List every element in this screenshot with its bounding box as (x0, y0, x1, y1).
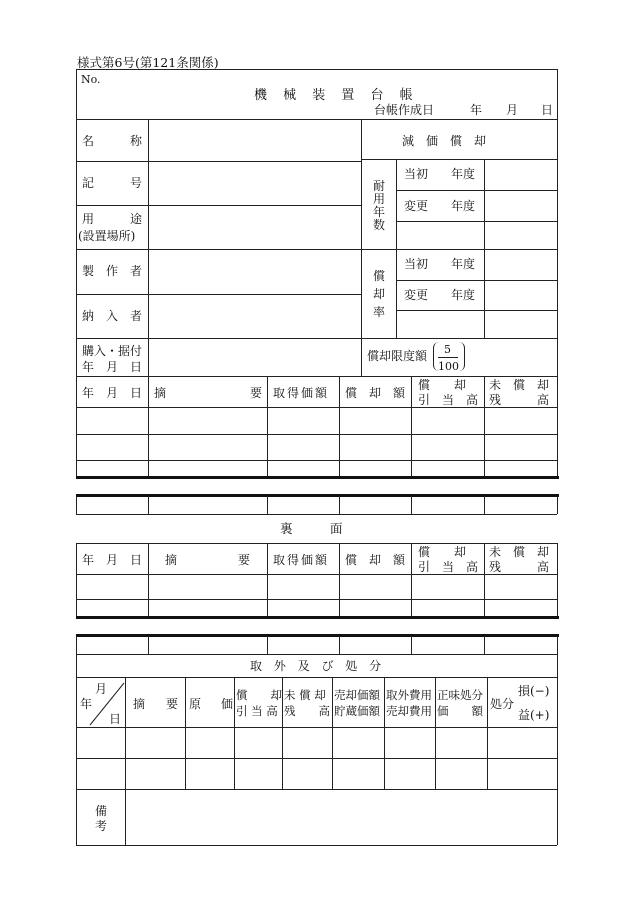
remarks-char-2: 考 (95, 819, 108, 833)
divider (185, 677, 186, 789)
rate-char-3: 率 (373, 305, 386, 319)
divider (396, 221, 557, 222)
col-date: 年 月 日 (82, 386, 143, 400)
fraction-numerator: 5 (444, 343, 451, 356)
purchase-label-1: 購入・据付 (82, 344, 143, 358)
col-summary-1: 摘 (154, 386, 167, 400)
divider (76, 496, 77, 514)
cut-line-3 (76, 616, 559, 619)
col-unamort-1: 未 償 却 (489, 378, 550, 392)
divider (332, 677, 333, 789)
divider (396, 310, 557, 311)
rate-initial-year: 年度 (451, 257, 476, 271)
created-month: 月 (506, 103, 519, 117)
divider (484, 543, 485, 616)
no-label: No. (81, 73, 101, 86)
divider (76, 654, 557, 655)
front-right-border (557, 69, 558, 476)
divider (411, 376, 412, 476)
col-accum-1: 償 却 (418, 378, 467, 392)
divider (267, 636, 268, 654)
divider (76, 294, 361, 295)
life-char-3: 年 (373, 205, 386, 219)
divider (411, 636, 412, 654)
life-initial-label: 当初 (404, 167, 429, 181)
divider (339, 496, 340, 514)
divider (76, 845, 557, 846)
divider (411, 543, 412, 616)
disp-unamort-2: 残 高 (284, 704, 330, 718)
disp-year: 年 (80, 697, 93, 711)
back-col-dep-amount: 償 却 額 (345, 553, 406, 567)
divider (384, 677, 385, 789)
divider (557, 496, 558, 514)
divider (411, 496, 412, 514)
divider (76, 514, 557, 515)
divider (484, 636, 485, 654)
symbol-label: 記 号 (82, 176, 143, 190)
disp-removal-2: 売却費用 (386, 704, 432, 718)
disp-month: 月 (95, 682, 108, 696)
ledger-title: 機 械 装 置 台 帳 (254, 88, 419, 103)
col-unamort-2: 残 高 (489, 393, 550, 407)
divider (148, 636, 149, 654)
col-accum-2: 引 当 高 (418, 393, 479, 407)
divider (76, 789, 557, 790)
disp-day: 日 (109, 712, 122, 726)
divider (76, 543, 77, 616)
life-changed-label: 変更 (404, 199, 429, 213)
divider (76, 758, 557, 759)
form-number: 様式第6号(第121条関係) (77, 55, 219, 70)
disp-gain: 益(+) (518, 708, 550, 722)
cut-line-1 (76, 476, 559, 479)
back-col-unamort-1: 未 償 却 (489, 545, 550, 559)
life-char-4: 数 (373, 218, 386, 232)
divider (282, 677, 283, 789)
divider (396, 190, 557, 191)
disp-summary-2: 要 (166, 697, 179, 711)
purchase-label-2: 年 月 日 (82, 360, 143, 374)
disp-net-1: 正味処分 (437, 688, 483, 702)
rate-initial-label: 当初 (404, 257, 429, 271)
remarks-char-1: 備 (95, 804, 108, 818)
maker-label: 製 作 者 (82, 264, 143, 278)
life-initial-year: 年度 (451, 167, 476, 181)
divider (267, 376, 268, 476)
back-col-accum-2: 引 当 高 (418, 560, 479, 574)
divider (484, 376, 485, 476)
front-top-border (76, 69, 557, 70)
divider (484, 496, 485, 514)
divider (76, 677, 557, 678)
divider (76, 727, 557, 728)
depreciation-header: 減 価 償 却 (402, 134, 487, 148)
divider (361, 159, 557, 160)
disp-net-2: 価 額 (437, 704, 483, 718)
divider (267, 496, 268, 514)
supplier-label: 納 入 者 (82, 309, 143, 323)
divider (487, 677, 488, 789)
divider (76, 161, 361, 162)
disp-cost-2: 価 (221, 697, 234, 711)
divider (76, 338, 557, 339)
created-day: 日 (541, 103, 554, 117)
disposal-title: 取 外 及 び 処 分 (250, 659, 386, 673)
back-col-date: 年 月 日 (82, 553, 143, 567)
divider (339, 543, 340, 616)
use-label: 用 途 (82, 212, 143, 226)
disp-removal-1: 取外費用 (386, 688, 432, 702)
use-sub-label: (設置場所) (78, 229, 136, 243)
divider (361, 249, 557, 250)
divider (76, 205, 361, 206)
back-col-unamort-2: 残 高 (489, 560, 550, 574)
divider (148, 496, 149, 514)
divider (76, 636, 77, 845)
divider (267, 543, 268, 616)
divider (148, 543, 149, 616)
divider (148, 376, 149, 476)
life-changed-year: 年度 (451, 199, 476, 213)
limit-label: 償却限度額 (367, 349, 428, 363)
divider (557, 543, 558, 616)
back-col-accum-1: 償 却 (418, 545, 467, 559)
fraction-denominator: 100 (438, 360, 459, 373)
divider (339, 376, 340, 476)
disp-sale-1: 売却価額 (334, 688, 380, 702)
rate-changed-label: 変更 (404, 288, 429, 302)
col-summary-2: 要 (250, 386, 263, 400)
disp-disposal-label: 処分 (490, 697, 515, 711)
back-col-summary-2: 要 (238, 553, 251, 567)
front-left-border (76, 69, 77, 476)
created-year: 年 (470, 103, 483, 117)
rate-char-2: 却 (373, 287, 386, 301)
name-label: 名 称 (82, 134, 143, 148)
divider (339, 636, 340, 654)
disp-sale-2: 貯蔵価額 (334, 704, 380, 718)
life-char-2: 用 (373, 192, 386, 206)
disp-accum-2: 引 当 高 (236, 704, 278, 718)
divider (234, 677, 235, 789)
col-acquisition: 取得価額 (273, 386, 330, 400)
col-dep-amount: 償 却 額 (345, 386, 406, 400)
disp-unamort-1: 未 償 却 (284, 688, 326, 702)
fraction-bar (438, 357, 458, 358)
disp-summary-1: 摘 (133, 697, 146, 711)
divider (557, 636, 558, 845)
divider (396, 280, 557, 281)
back-col-summary-1: 摘 (165, 553, 178, 567)
rate-changed-year: 年度 (451, 288, 476, 302)
divider (435, 677, 436, 789)
created-date-label: 台帳作成日 (374, 103, 435, 117)
back-col-acquisition: 取得価額 (273, 553, 330, 567)
life-char-1: 耐 (373, 179, 386, 193)
rate-char-1: 償 (373, 269, 386, 283)
disp-cost-1: 原 (189, 697, 202, 711)
back-title: 裏 面 (280, 521, 343, 536)
disp-accum-1: 償 却 (236, 688, 282, 702)
disp-loss: 損(−) (518, 684, 550, 698)
divider (76, 249, 361, 250)
